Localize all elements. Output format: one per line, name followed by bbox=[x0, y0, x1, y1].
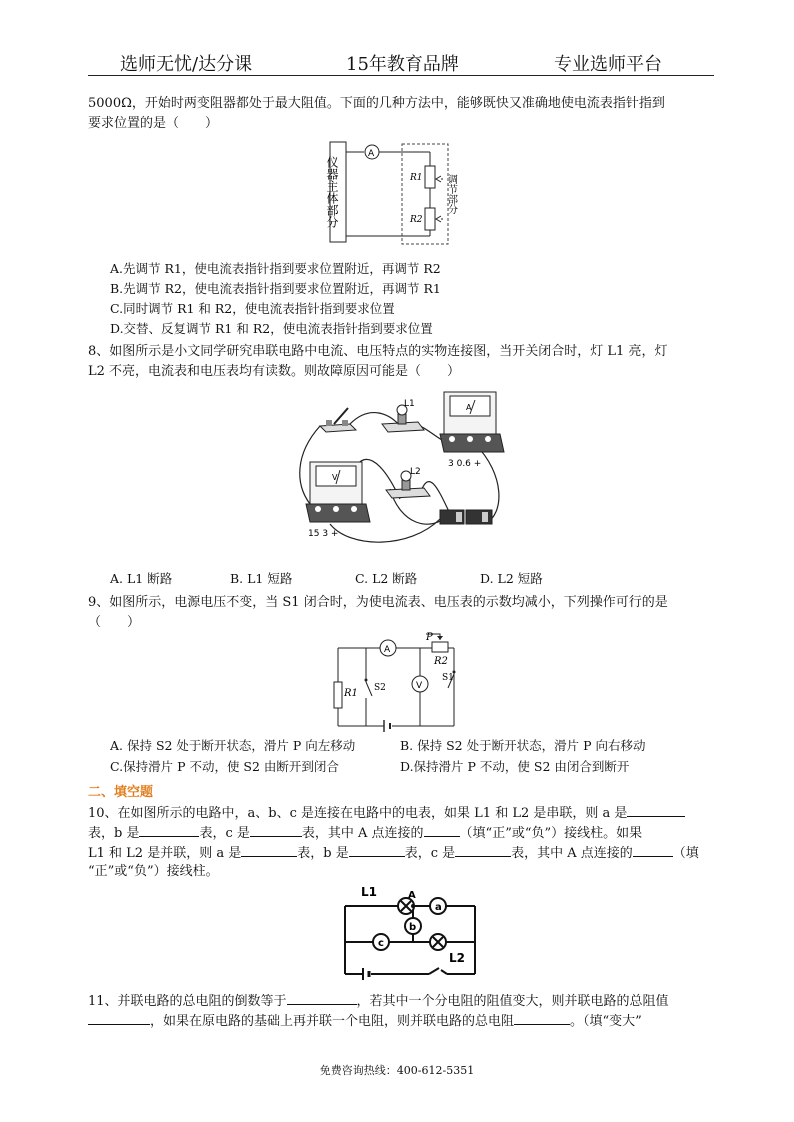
q10-meter-c-label: c bbox=[378, 938, 384, 949]
page-header bbox=[0, 50, 794, 74]
q7-option-d: D.交替、反复调节 R1 和 R2，使电流表指针指到要求位置 bbox=[110, 321, 433, 336]
q10-text-3c: 表，c 是 bbox=[404, 846, 456, 861]
q10-blank-c-series[interactable] bbox=[250, 822, 302, 837]
q11-blank-total-change[interactable] bbox=[88, 1010, 150, 1025]
q7-line1: 5000Ω，开始时两变阻器都处于最大阻值。下面的几种方法中，能够既快又准确地使电流表指针指到 bbox=[88, 96, 665, 111]
q10-line2 bbox=[88, 822, 642, 844]
q9-option-d: D.保持滑片 P 不动，使 S2 由闭合到断开 bbox=[400, 759, 630, 774]
q7-circuit-figure bbox=[320, 136, 470, 248]
q11-text-1a: 11、并联电路的总电阻的倒数等于 bbox=[88, 994, 287, 1009]
q7-r2-label: R2 bbox=[410, 215, 423, 225]
q10-line4: “正”或“负”）接线柱。 bbox=[88, 864, 219, 879]
q8-l2-label: L2 bbox=[410, 467, 421, 477]
q7-adjust-label: 调节部分 bbox=[445, 174, 457, 214]
q9-circuit-figure bbox=[330, 630, 465, 734]
q8-l1-label: L1 bbox=[404, 399, 415, 409]
q10-text-2d: （填“正”或“负”）接线柱。如果 bbox=[459, 826, 643, 841]
header-brand-center: 15年教育品牌 bbox=[346, 54, 459, 75]
q9-option-c: C.保持滑片 P 不动，使 S2 由断开到闭合 bbox=[110, 759, 339, 774]
q7-option-c: C.同时调节 R1 和 R2，使电流表指针指到要求位置 bbox=[110, 301, 395, 316]
q8-option-d: D. L2 短路 bbox=[480, 571, 543, 586]
q11-text-2a: ，如果在原电路的基础上再并联一个电阻，则并联电路的总电阻 bbox=[150, 1014, 515, 1029]
q7-option-b: B.先调节 R2，使电流表指针指到要求位置附近，再调节 R1 bbox=[110, 281, 441, 296]
q8-option-c: C. L2 断路 bbox=[355, 571, 418, 586]
q7-option-a: A.先调节 R1，使电流表指针指到要求位置附近，再调节 R2 bbox=[110, 261, 441, 276]
q11-text-1b: ，若其中一个分电阻的阻值变大，则并联电路的总阻值 bbox=[356, 994, 669, 1009]
q10-circuit-figure bbox=[335, 880, 485, 982]
q10-l1-label: L1 bbox=[361, 885, 377, 899]
q10-point-a-label: A bbox=[408, 890, 416, 901]
section-fill-blank-title: 二、填空题 bbox=[88, 785, 154, 800]
q10-text-3e: （填 bbox=[672, 846, 699, 861]
q9-ammeter-label: A bbox=[384, 645, 391, 655]
q10-blank-a-series[interactable] bbox=[627, 802, 685, 817]
q10-text-2c: 表，其中 A 点连接的 bbox=[301, 826, 424, 841]
q9-s2-label: S2 bbox=[374, 683, 386, 693]
q10-line1 bbox=[88, 802, 685, 824]
footer-hotline: 免费咨询热线：400-612-5351 bbox=[319, 1064, 475, 1077]
q11-text-2b: 。（填“变大” bbox=[570, 1014, 642, 1029]
q7-ammeter-label: A bbox=[368, 149, 375, 159]
q9-line1: 9、如图所示，电源电压不变，当 S1 闭合时，为使电流表、电压表的示数均减小，下列操作可行的是 bbox=[88, 595, 668, 610]
q10-blank-c-parallel[interactable] bbox=[455, 842, 511, 857]
q11-blank-add-parallel[interactable] bbox=[514, 1010, 570, 1025]
q9-s1-label: S1 bbox=[442, 673, 454, 683]
q11-line1 bbox=[88, 990, 669, 1012]
q9-r1-label: R1 bbox=[344, 688, 358, 699]
q10-text-3b: 表，b 是 bbox=[297, 846, 349, 861]
q8-voltmeter-face: V bbox=[332, 473, 338, 482]
q10-text-2b: 表，c 是 bbox=[199, 826, 250, 841]
q10-meter-b-label: b bbox=[409, 922, 417, 933]
q8-apparatus-figure bbox=[290, 384, 512, 556]
q11-blank-reciprocal[interactable] bbox=[287, 990, 357, 1005]
q10-blank-a-parallel[interactable] bbox=[241, 842, 297, 857]
q10-blank-b-series[interactable] bbox=[139, 822, 199, 837]
q8-voltmeter-terminals: 15 3 + bbox=[308, 529, 339, 539]
q9-option-a: A. 保持 S2 处于断开状态，滑片 P 向左移动 bbox=[110, 738, 356, 753]
q9-line2: （ ） bbox=[88, 615, 141, 630]
q7-line2: 要求位置的是（ ） bbox=[88, 116, 219, 131]
header-brand-left: 选师无忧/达分课 bbox=[120, 54, 253, 75]
q11-line2 bbox=[88, 1010, 642, 1032]
q8-ammeter-terminals: 3 0.6 + bbox=[448, 459, 482, 469]
q8-option-b: B. L1 短路 bbox=[230, 571, 293, 586]
q10-blank-b-parallel[interactable] bbox=[349, 842, 405, 857]
q9-r2-label: R2 bbox=[434, 656, 448, 667]
q9-p-label: P bbox=[426, 632, 433, 643]
header-brand-right: 专业选师平台 bbox=[554, 54, 662, 75]
q8-ammeter-face: A bbox=[466, 403, 472, 412]
header-rule bbox=[88, 75, 714, 76]
q10-text-2a: 表，b 是 bbox=[88, 826, 140, 841]
q8-option-a: A. L1 断路 bbox=[110, 571, 173, 586]
q10-meter-a-label: a bbox=[435, 902, 442, 913]
q10-l2-label: L2 bbox=[449, 951, 465, 965]
q9-option-b: B. 保持 S2 处于断开状态，滑片 P 向右移动 bbox=[400, 738, 646, 753]
q8-line2: L2 不亮，电流表和电压表均有读数。则故障原因可能是（ ） bbox=[88, 364, 461, 379]
q10-text-3a: L1 和 L2 是并联，则 a 是 bbox=[88, 846, 242, 861]
q8-line1: 8、如图所示是小文同学研究串联电路中电流、电压特点的实物连接图，当开关闭合时，灯 L1 亮，灯 bbox=[88, 344, 668, 359]
q10-line3 bbox=[88, 842, 699, 864]
q10-text-3d: 表，其中 A 点连接的 bbox=[511, 846, 633, 861]
q9-voltmeter-label: V bbox=[416, 681, 423, 691]
q7-main-box-label: 仪器主体部分 bbox=[325, 156, 339, 228]
q10-text-1a: 10、在如图所示的电路中，a、b、c 是连接在电路中的电表，如果 L1 和 L2 是串联，则 a 是 bbox=[88, 806, 628, 821]
q10-blank-point-a-series[interactable] bbox=[424, 822, 460, 837]
q7-r1-label: R1 bbox=[410, 173, 423, 183]
q10-blank-point-a-parallel[interactable] bbox=[633, 842, 673, 857]
